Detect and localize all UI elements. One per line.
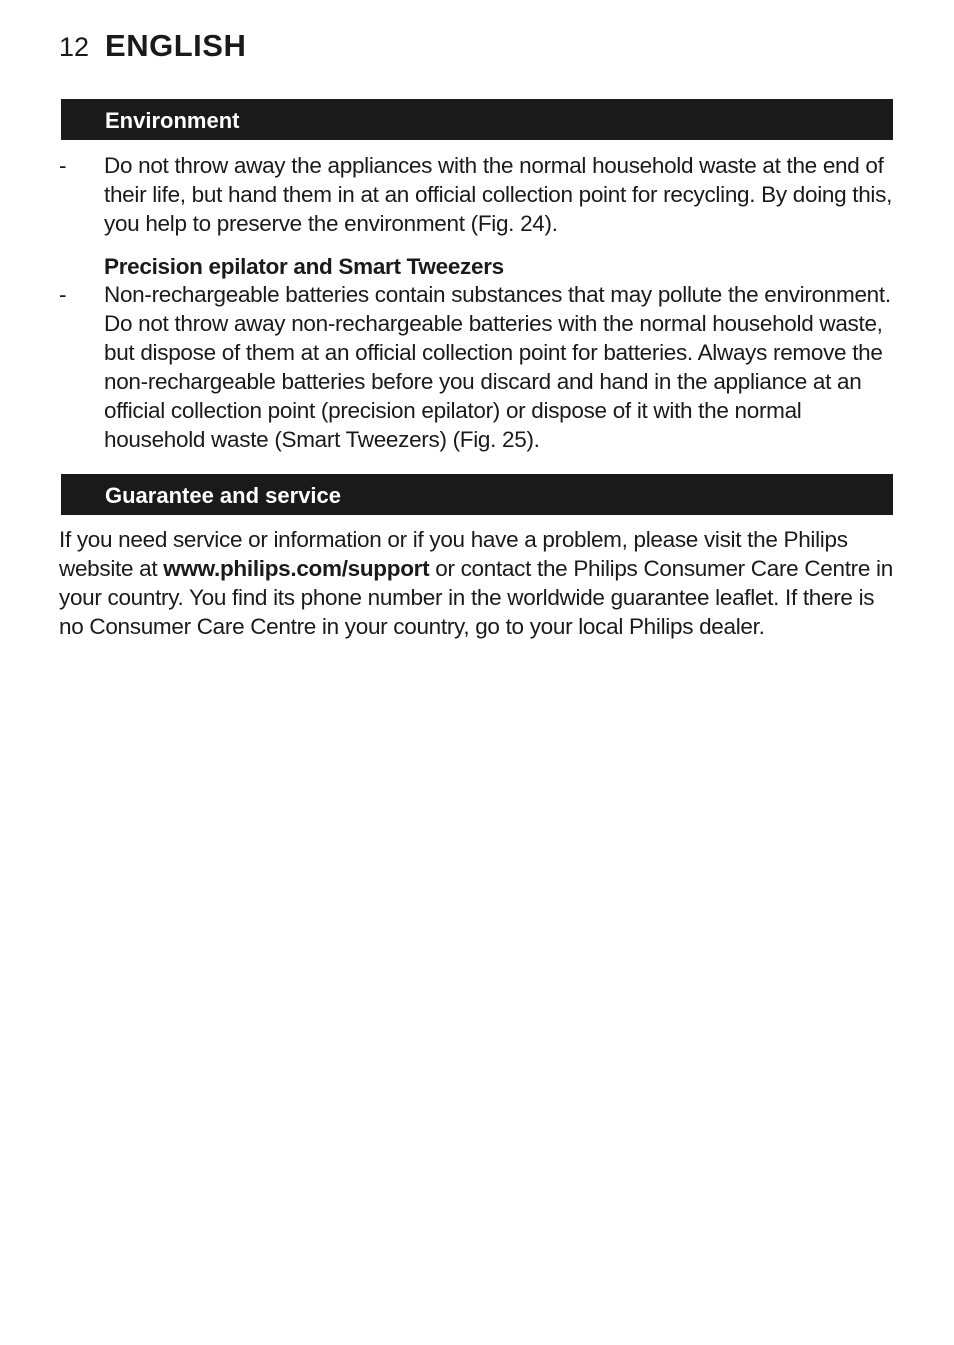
section-heading-environment: Environment [61, 99, 893, 140]
batteries-bullet-text: Non-rechargeable batteries contain substances that may pollute the environment. Do not throw away non-rechargeable batteries with the normal household waste, but dispose of them at an official collection point for batteries. Always remove the non-rechargeable batteries before you discard and hand in the appliance at an official collection point (precision epilator) or dispose of it with the normal household waste (Smart Tweezers) (Fig. 25). [104, 282, 891, 452]
bullet-marker: - [59, 153, 67, 178]
guarantee-text-start: If you need service or information or if you have a problem, please visit the Philips website at [59, 527, 848, 581]
page-number: 12 [59, 32, 90, 62]
support-url: www.philips.com/support [163, 556, 430, 581]
guarantee-text-end: or contact the Philips Consumer Care Centre in your country. You find its phone number in the worldwide guarantee leaflet. If there is no Consumer Care Centre in your country, go to your local Philips dealer. [59, 556, 893, 639]
guarantee-paragraph [59, 525, 899, 641]
page-header [59, 28, 246, 64]
bullet-marker: - [59, 282, 67, 307]
environment-bullet-text: Do not throw away the appliances with the normal household waste at the end of their life, but hand them in at an official collection point for recycling. By doing this, you help to preserve the environment (Fig. 24). [104, 153, 893, 236]
section-heading-guarantee: Guarantee and service [61, 474, 893, 515]
language-title: ENGLISH [105, 28, 247, 63]
subheading-precision-epilator: Precision epilator and Smart Tweezers [104, 254, 504, 279]
